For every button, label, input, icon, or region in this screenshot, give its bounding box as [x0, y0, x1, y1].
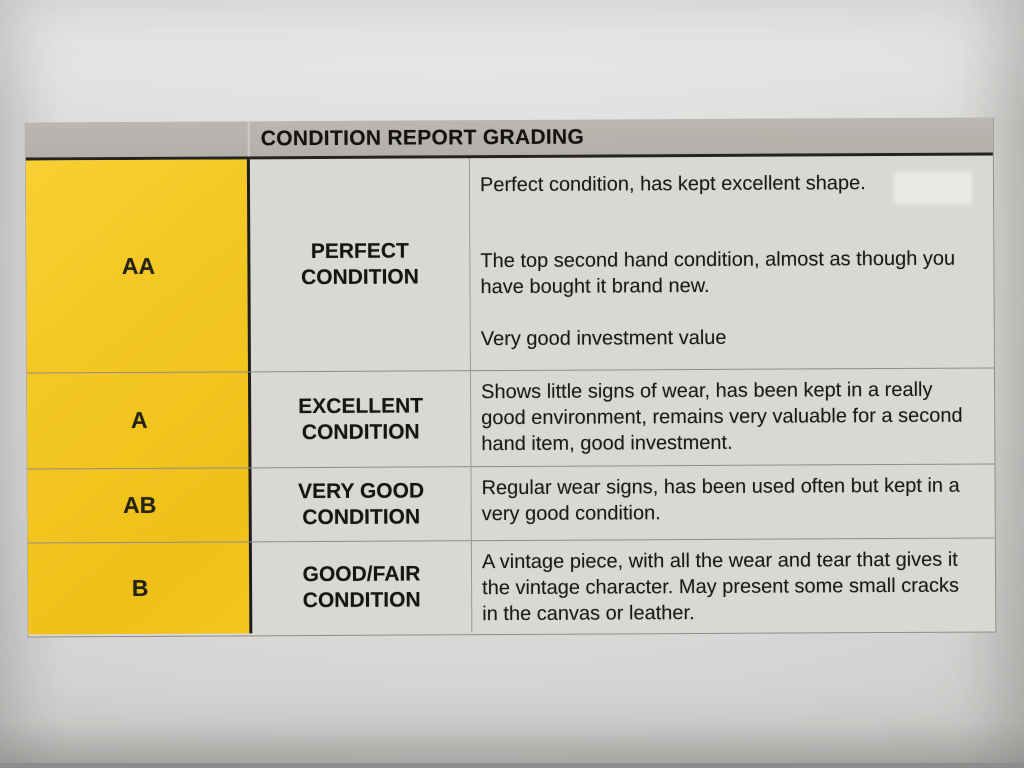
description-paragraph: A vintage piece, with all the wear and tear that gives it the vintage character. May present some small cracks in the canvas or leather. [481, 548, 960, 626]
condition-name-line: CONDITION [302, 587, 421, 612]
condition-name-line: CONDITION [302, 504, 421, 529]
description-paragraph: Shows little signs of wear, has been kept in a really good environment, remains very valuable for a second hand item, good investment. [481, 378, 963, 456]
table-title: CONDITION REPORT GRADING [260, 125, 585, 150]
condition-name-line: GOOD/FAIR [302, 561, 421, 586]
description-paragraph: The top second hand condition, almost as though you have bought it brand new. [480, 247, 956, 299]
condition-name-line: PERFECT [310, 239, 409, 264]
condition-description-cell [471, 464, 994, 540]
table-row-ab [27, 463, 994, 542]
description-paragraph: Very good investment value [480, 326, 727, 351]
condition-description-cell [472, 538, 995, 632]
paper-bottom-shadow [0, 722, 1024, 768]
table-row-b [28, 537, 995, 634]
header-spacer-cell [26, 121, 250, 157]
table-row-aa [26, 155, 994, 372]
condition-name-line: VERY GOOD [298, 478, 425, 503]
condition-name-cell [251, 371, 471, 467]
correction-fluid-patch [894, 172, 972, 204]
grade-cell [27, 372, 251, 468]
grade-label: AA [121, 252, 156, 279]
grade-cell [26, 159, 251, 372]
table-body [26, 155, 995, 634]
table-row-a [27, 367, 994, 468]
condition-description-cell [471, 368, 994, 466]
grade-label: A [130, 406, 148, 433]
description-paragraph: Regular wear signs, has been used often but kept in a very good condition. [481, 474, 960, 526]
condition-name-line: CONDITION [300, 265, 419, 290]
condition-name-cell [250, 158, 471, 371]
condition-name-line: EXCELLENT [298, 393, 424, 418]
grade-cell [28, 542, 252, 634]
condition-name-cell [252, 541, 472, 633]
condition-name-line: CONDITION [301, 419, 420, 444]
grade-label: AB [122, 491, 157, 519]
paper-bottom-edge [0, 763, 1024, 768]
table-header-band [26, 117, 993, 160]
condition-name-cell [251, 467, 471, 541]
grade-label: B [131, 574, 149, 601]
description-paragraph: Perfect condition, has kept excellent shape. [479, 172, 866, 197]
grade-cell [27, 468, 251, 542]
condition-grading-table [25, 117, 997, 637]
